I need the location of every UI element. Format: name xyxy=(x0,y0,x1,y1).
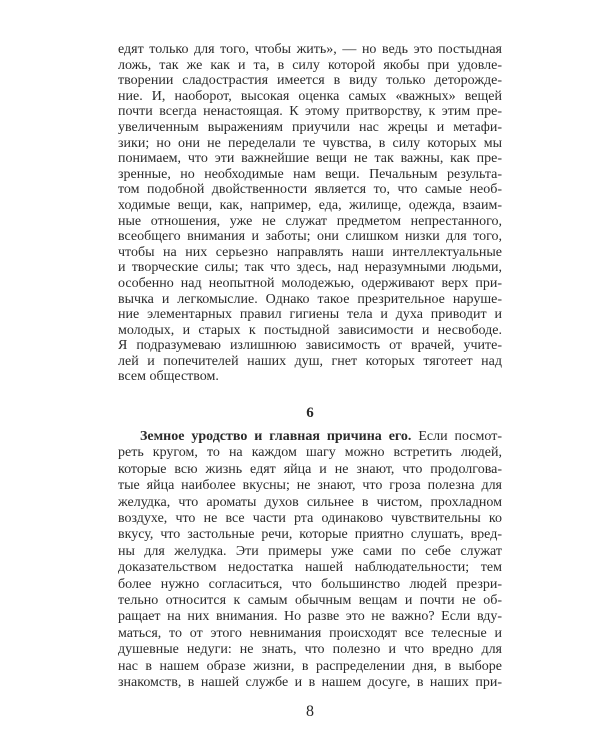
section-heading: Земное уродство и главная причина его. xyxy=(140,429,412,444)
text-line: которые всю жизнь едят яйца и не знают, что продолгова- xyxy=(118,461,502,477)
text-line: желудка, что ароматы духов сильнее в чистом, прохладном xyxy=(118,494,502,510)
text-line: вкусу, что застольные речи, которые приятно слушать, вред- xyxy=(118,527,502,543)
text-line: реть кругом, то на каждом шагу можно встретить людей, xyxy=(118,445,502,461)
text-line: особенно над неопытной молодежью, одерживают верх при- xyxy=(118,275,502,291)
text-line: ние элементарных правил гигиены тела и духа приводит и xyxy=(118,307,502,323)
text-line: и творческие силы; так что здесь, над неразумными людьми, xyxy=(118,260,502,276)
text-line: творении сладострастия имеется в виду только деторожде- xyxy=(118,73,502,89)
text-line: воздухе, что не все части рта одинаково чувствительны ко xyxy=(118,511,502,527)
text-line: тельно относится к самым обычным вещам и почти не об- xyxy=(118,593,502,609)
text-line: почти всегда ненастоящая. К этому притворству, к этим пре- xyxy=(118,104,502,120)
text-line: всем обществом. xyxy=(118,369,219,385)
text-line: чтобы на них серьезно направлять наши интеллектуальные xyxy=(118,244,502,260)
section-number: 6 xyxy=(306,405,314,421)
text-line: едят только для того, чтобы жить», — но ведь это постыдная xyxy=(118,42,502,57)
text-line: вычка и легкомыслие. Однако такое презрительное наруше- xyxy=(118,291,502,307)
text-line: лей и попечителей наших душ, гнет которых тяготеет над xyxy=(118,353,502,369)
text-line: маться, то от этого невнимания происходят все телесные и xyxy=(118,625,502,641)
first-line-text: Если посмот- xyxy=(411,429,502,444)
text-line: душевные недуги: не знать, что полезно и что вредно для xyxy=(118,642,502,658)
text-line: молодых, и старых к постыдной зависимости и несвободе. xyxy=(118,322,502,338)
text-line: ние. И, наоборот, высокая оценка самых «важных» вещей xyxy=(118,88,502,104)
paragraph-continued xyxy=(118,42,502,385)
text-line: ращает на них внимания. Но разве это не важно? Если вду- xyxy=(118,609,502,625)
page-number: 8 xyxy=(306,703,314,720)
text-line: увеличенным выражениям приучили нас жрецы и метафи- xyxy=(118,119,502,135)
text-line: всеобщего внимания и заботы; они слишком низки для того, xyxy=(118,229,502,245)
paragraph-first-line xyxy=(118,429,502,445)
text-line: зренные, но необходимые нам вещи. Печальным результа- xyxy=(118,166,502,182)
text-line: зики; но они не переделали те чувства, в силу которых мы xyxy=(118,135,502,151)
text-line: ходимые вещи, как, например, еда, жилище, одежда, взаим- xyxy=(118,197,502,213)
text-line: нас в нашем образе жизни, в распределении дня, в выборе xyxy=(118,658,502,674)
text-line: Я подразумеваю излишнюю зависимость от врачей, учите- xyxy=(118,338,502,354)
text-line: более нужно согласиться, что большинство людей презри- xyxy=(118,576,502,592)
text-line: ны для желудка. Эти примеры уже сами по себе служат xyxy=(118,543,502,559)
text-line: том подобной двойственности является то, что самые необ- xyxy=(118,182,502,198)
text-line: ложь, так же как и та, в силу которой якобы при удовле- xyxy=(118,57,502,73)
text-line: понимаем, что эти важнейшие вещи не так важны, как пре- xyxy=(118,151,502,167)
text-line: тые яйца наиболее вкусны; не знают, что гроза полезна для xyxy=(118,478,502,494)
paragraph-section-6 xyxy=(118,429,502,692)
text-line: доказательством недостатка нашей наблюдательности; тем xyxy=(118,560,502,576)
text-line: знакомств, в нашей службе и в нашем досуге, в наших при- xyxy=(118,675,502,691)
text-line: ные отношения, уже не служат предметом непрестанного, xyxy=(118,213,502,229)
